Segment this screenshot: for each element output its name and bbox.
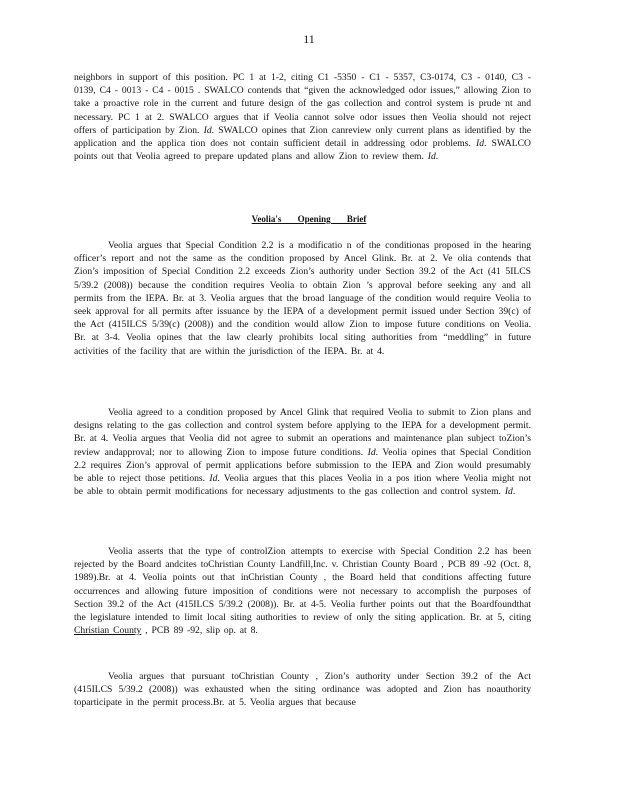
paragraph-text: Veolia agreed to a condition proposed by Ancel Glink that required Veolia to submit to Zion plans and designs relating to the gas collection and control system before applying to the IEPA for a development permit. Br. at 4. Veolia argues that Veolia did not agree to submit an operations and maintenance plan subject toZion’s review andapproval; nor to allowing Zion to impose future conditions. <box>74 407 531 458</box>
citation-id: Id <box>203 124 212 136</box>
citation-id: Id <box>427 151 436 163</box>
paragraph-ancel-glink: Veolia agreed to a condition proposed by Ancel Glink that required Veolia to submit to Zion plans and designs relating to the gas collection and control system before applying to the IEPA for a development permit. Br. at 4. Veolia argues that Veolia did not agree to submit an operations and maintenance plan subject toZion’s review andapproval; nor to allowing Zion to impose future conditions. Id. Veolia opines that Special Condition 2.2 requires Zion’s approval of permit applications before submission to the IEPA and Zion would presumably be able to reject those petitions. Id. Veolia argues that this places Veolia in a pos ition where Veolia might not be able to obtain permit modifications for necessary adjustments to the gas collection and control system. Id. <box>74 407 531 498</box>
citation-id: Id <box>504 486 513 498</box>
paragraph-text: . Veolia opines that Special Condition 2.2 requires Zion’s approval of permit applications before submission to the IEPA and Zion would presumably be able to reject those petitions. <box>74 446 531 485</box>
case-citation: Christian County <box>74 625 142 637</box>
paragraph-text: . SWALCO points out that Veolia agreed to prepare updated plans and allow Zion to review them. <box>74 138 531 163</box>
paragraph-text: Veolia argues that pursuant toChristian County , Zion’s authority under Section 39.2 of the Act (415ILCS 5/39.2 (2008)) was exhausted when the siting ordinance was adopted and Zion has noauthority toparticipate in the permit process.Br. at 5. Veolia argues that because <box>74 671 531 709</box>
paragraph-text: . Veolia argues that this places Veolia in a pos ition where Veolia might not be able to obtain permit modifications for necessary adjustments to the gas collection and control system. <box>74 473 531 498</box>
paragraph-text: , PCB 89 -92, slip op. at 8. <box>145 625 258 637</box>
paragraph-text: Veolia argues that Special Condition 2.2 is a modificatio n of the conditionas proposed in the hearing officer’s report and not the same as the condition proposed by Ancel Glink. Br. at 2. Ve olia contends that Zion’s imposition of Special Condition 2.2 exceeds Zion’s authority under Section 39.2 of the Act (41 5ILCS 5/39.2 (2008)) because the condition requires Veolia to obtain Zion ’s approval before seeking any and all permits from the IEPA. Br. at 3. Veolia argues that the broad language of the condition would require Veolia to seek approval for all permits after issuance by the IEPA of a development permit issued under Section 39(c) of the Act (415ILCS 5/39(c) (2008)) and the condition would allow Zion to impose future conditions on Veolia. Br. at 3-4. Veolia opines that the law clearly prohibits local siting authorities from “meddling” in future activities of the facility that are within the jurisdiction of the IEPA. Br. at 4. <box>74 240 531 357</box>
paragraph-special-condition <box>74 239 531 358</box>
citation-id: Id <box>367 446 376 458</box>
paragraph-text: . SWALCO opines that Zion canreview only current plans as identified by the application and the applica tion does not contain sufficient detail in addressing odor problems. <box>74 124 531 150</box>
paragraph-christian-county <box>74 545 531 637</box>
paragraph-authority <box>74 670 531 710</box>
citation-id: Id <box>476 138 485 150</box>
citation-id: Id <box>209 473 218 485</box>
paragraph-text: Veolia asserts that the type of controlZion attempts to exercise with Special Condition 2.2 has been rejected by the Board andcites toChristian County Landfill,Inc. v. Christian County Board , PCB 89 -92 (Oct. 8, 1989).Br. at 4. Veolia points out that inChristian County , the Board held that conditions affecting future occurrences and allowing future imposition of conditions were not necessary to accomplish the purposes of Section 39.2 of the Act (415ILCS 5/39.2 (2008)). Br. at 4-5. Veolia further points out that the Boardfoundthat the legislature intended to limit local siting authorities to review of only the siting application. Br. at 5, citing <box>74 546 531 624</box>
paragraph-swalco: neighbors in support of this position. PC 1 at 1-2, citing C1 -5350 - C1 - 5357, C3-0174, C3 - 0140, C3 - 0139, C4 - 0013 - C4 - 0015 . SWALCO contends that “given the acknowledged odor issues,” allowing Zion to take a proactive role in the current and future design of the gas collection and control system is prude nt and necessary. PC 1 at 2. SWALCO argues that if Veolia cannot solve odor issues then Veolia should not reject offers of participation by Zion. Id. SWALCO opines that Zion canreview only current plans as identified by the application and the applica tion does not contain sufficient detail in addressing odor problems. Id. SWALCO points out that Veolia agreed to prepare updated plans and allow Zion to review them. Id. <box>74 72 531 163</box>
paragraph-text: neighbors in support of this position. PC 1 at 1-2, citing C1 -5350 - C1 - 5357, C3-0174, C3 - 0140, C3 - 0139, C4 - 0013 - C4 - 0015 . SWALCO contends that “given the acknowledged odor issues,” allowing Zion to take a proactive role in the current and future design of the gas collection and control system is prude nt and necessary. PC 1 at 2. SWALCO argues that if Veolia cannot solve odor issues then Veolia should not reject offers of participation by Zion. <box>74 72 531 136</box>
section-heading: Veolia's Opening Brief <box>251 214 367 224</box>
page-number: 11 <box>303 32 315 46</box>
